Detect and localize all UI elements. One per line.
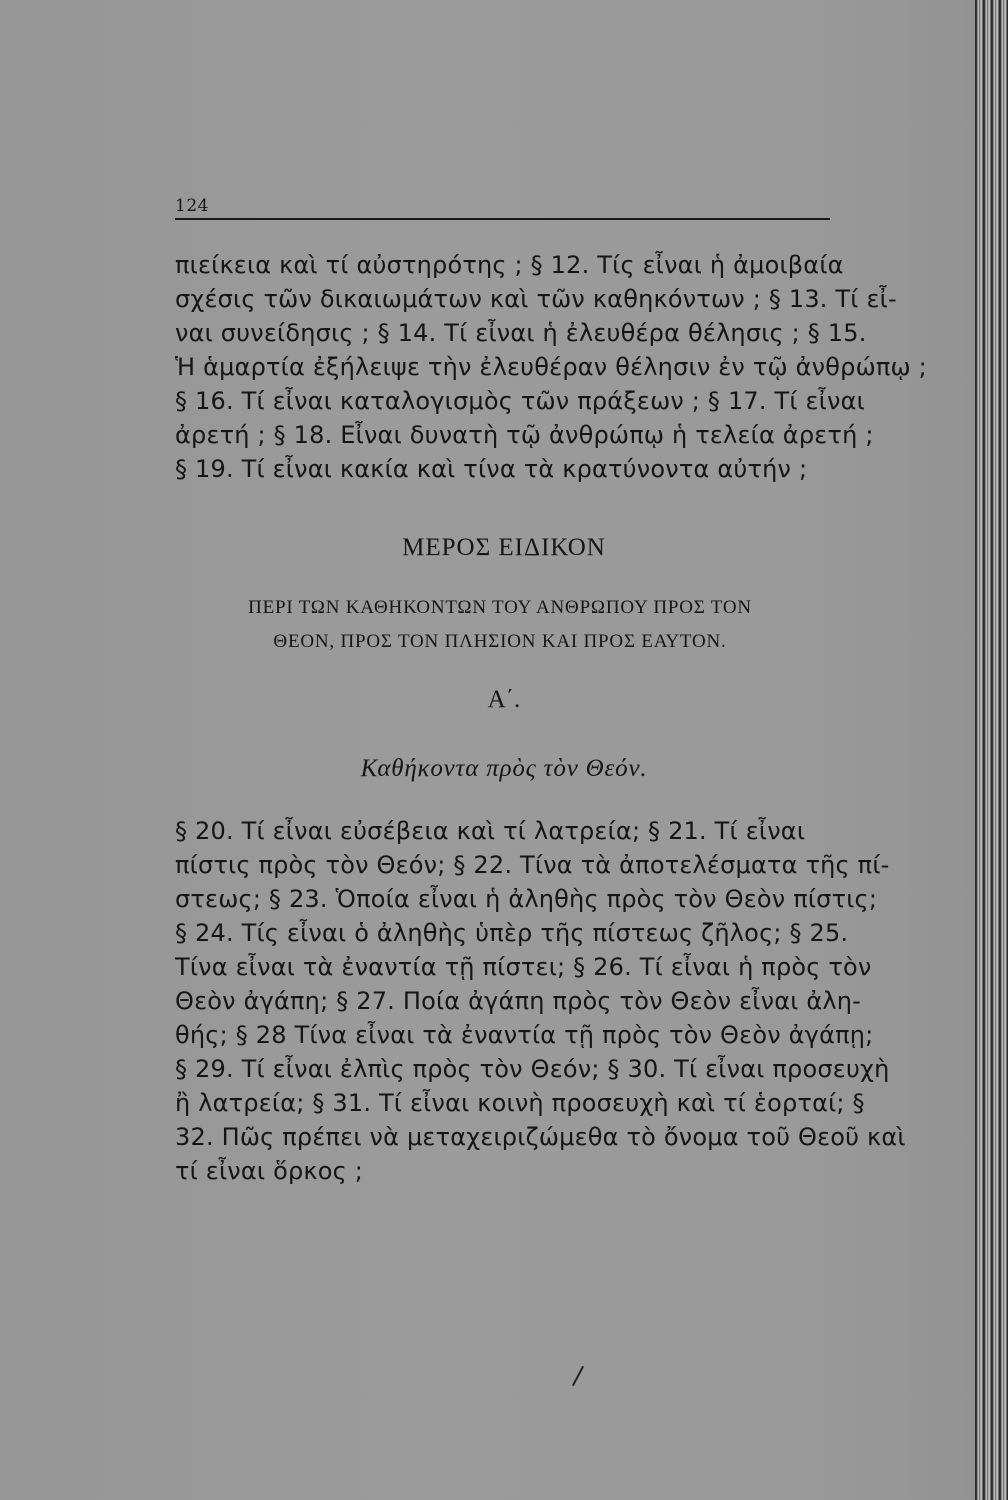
chapter-line: στεως; § 23. Ὁποία εἶναι ἡ ἀληθὴς πρὸς τὸν Θεὸν πίστις; [175,885,878,913]
intro-line: ναι συνείδησις ; § 14. Τί εἶναι ἡ ἐλευθέρα θέλησις ; § 15. [175,319,867,347]
intro-line: Ἡ ἁμαρτία ἐξήλειψε τὴν ἐλευθέραν θέλησιν ἐν τῷ ἀνθρώπῳ ; [175,353,927,381]
chapter-line: 32. Πῶς πρέπει νὰ μεταχειριζώμεθα τὸ ὄνομα τοῦ Θεοῦ καὶ [175,1123,906,1151]
header-rule [175,218,830,220]
intro-line: ἀρετή ; § 18. Εἶναι δυνατὴ τῷ ἀνθρώπῳ ἡ τελεία ἀρετή ; [175,421,874,449]
chapter-line: § 24. Τίς εἶναι ὁ ἀληθὴς ὑπὲρ τῆς πίστεως ζῆλος; § 25. [175,919,849,947]
chapter-line: Τίνα εἶναι τὰ ἐναντία τῇ πίστει; § 26. Τί εἶναι ἡ πρὸς τὸν [175,953,872,981]
intro-paragraph [175,248,927,486]
page-number: 124 [175,196,209,216]
subtitle-line: ΘΕΟΝ, ΠΡΟΣ ΤΟΝ ΠΛΗΣΙΟΝ ΚΑΙ ΠΡΟΣ ΕΑΥΤΟΝ. [273,631,727,652]
intro-line: σχέσις τῶν δικαιωμάτων καὶ τῶν καθηκόντων ; § 13. Τί εἶ- [175,285,897,313]
chapter-title: Καθήκοντα πρὸς τὸν Θεόν. [360,755,648,782]
chapter-line: θής; § 28 Τίνα εἶναι τὰ ἐναντία τῇ πρὸς τὸν Θεὸν ἀγάπῃ; [175,1021,874,1049]
intro-line: § 19. Τί εἶναι κακία καὶ τίνα τὰ κρατύνοντα αὐτήν ; [175,455,808,483]
subtitle-line: ΠΕΡΙ ΤΩΝ ΚΑΘΗΚΟΝΤΩΝ ΤΟΥ ΑΝΘΡΩΠΟΥ ΠΡΟΣ ΤΟΝ [248,597,752,618]
chapter-line: § 29. Τί εἶναι ἐλπὶς πρὸς τὸν Θεόν; § 30. Τί εἶναι προσευχὴ [175,1055,890,1083]
chapter-number: Α΄. [487,686,521,713]
intro-line: § 16. Τί εἶναι καταλογισμὸς τῶν πράξεων ; § 17. Τί εἶναι [175,387,865,415]
chapter-paragraph [175,814,906,1188]
section-title: ΜΕΡΟΣ ΕΙΔΙΚΟΝ [402,534,606,561]
intro-line: πιείκεια καὶ τί αὐστηρότης ; § 12. Τίς εἶναι ἡ ἀμοιβαία [175,251,844,279]
chapter-line: τί εἶναι ὅρκος ; [175,1157,364,1185]
chapter-line: πίστις πρὸς τὸν Θεόν; § 22. Τίνα τὰ ἀποτελέσματα τῆς πί- [175,851,890,879]
chapter-line: § 20. Τί εἶναι εὐσέβεια καὶ τί λατρεία; § 21. Τί εἶναι [175,817,806,845]
chapter-line: Θεὸν ἀγάπη; § 27. Ποία ἀγάπη πρὸς τὸν Θεὸν εἶναι ἀλη- [175,987,862,1015]
section-subtitle [175,591,825,659]
chapter-line: ἢ λατρεία; § 31. Τί εἶναι κοινὴ προσευχὴ καὶ τί ἑορταί; § [175,1089,865,1117]
book-page-edge [975,0,1008,1500]
